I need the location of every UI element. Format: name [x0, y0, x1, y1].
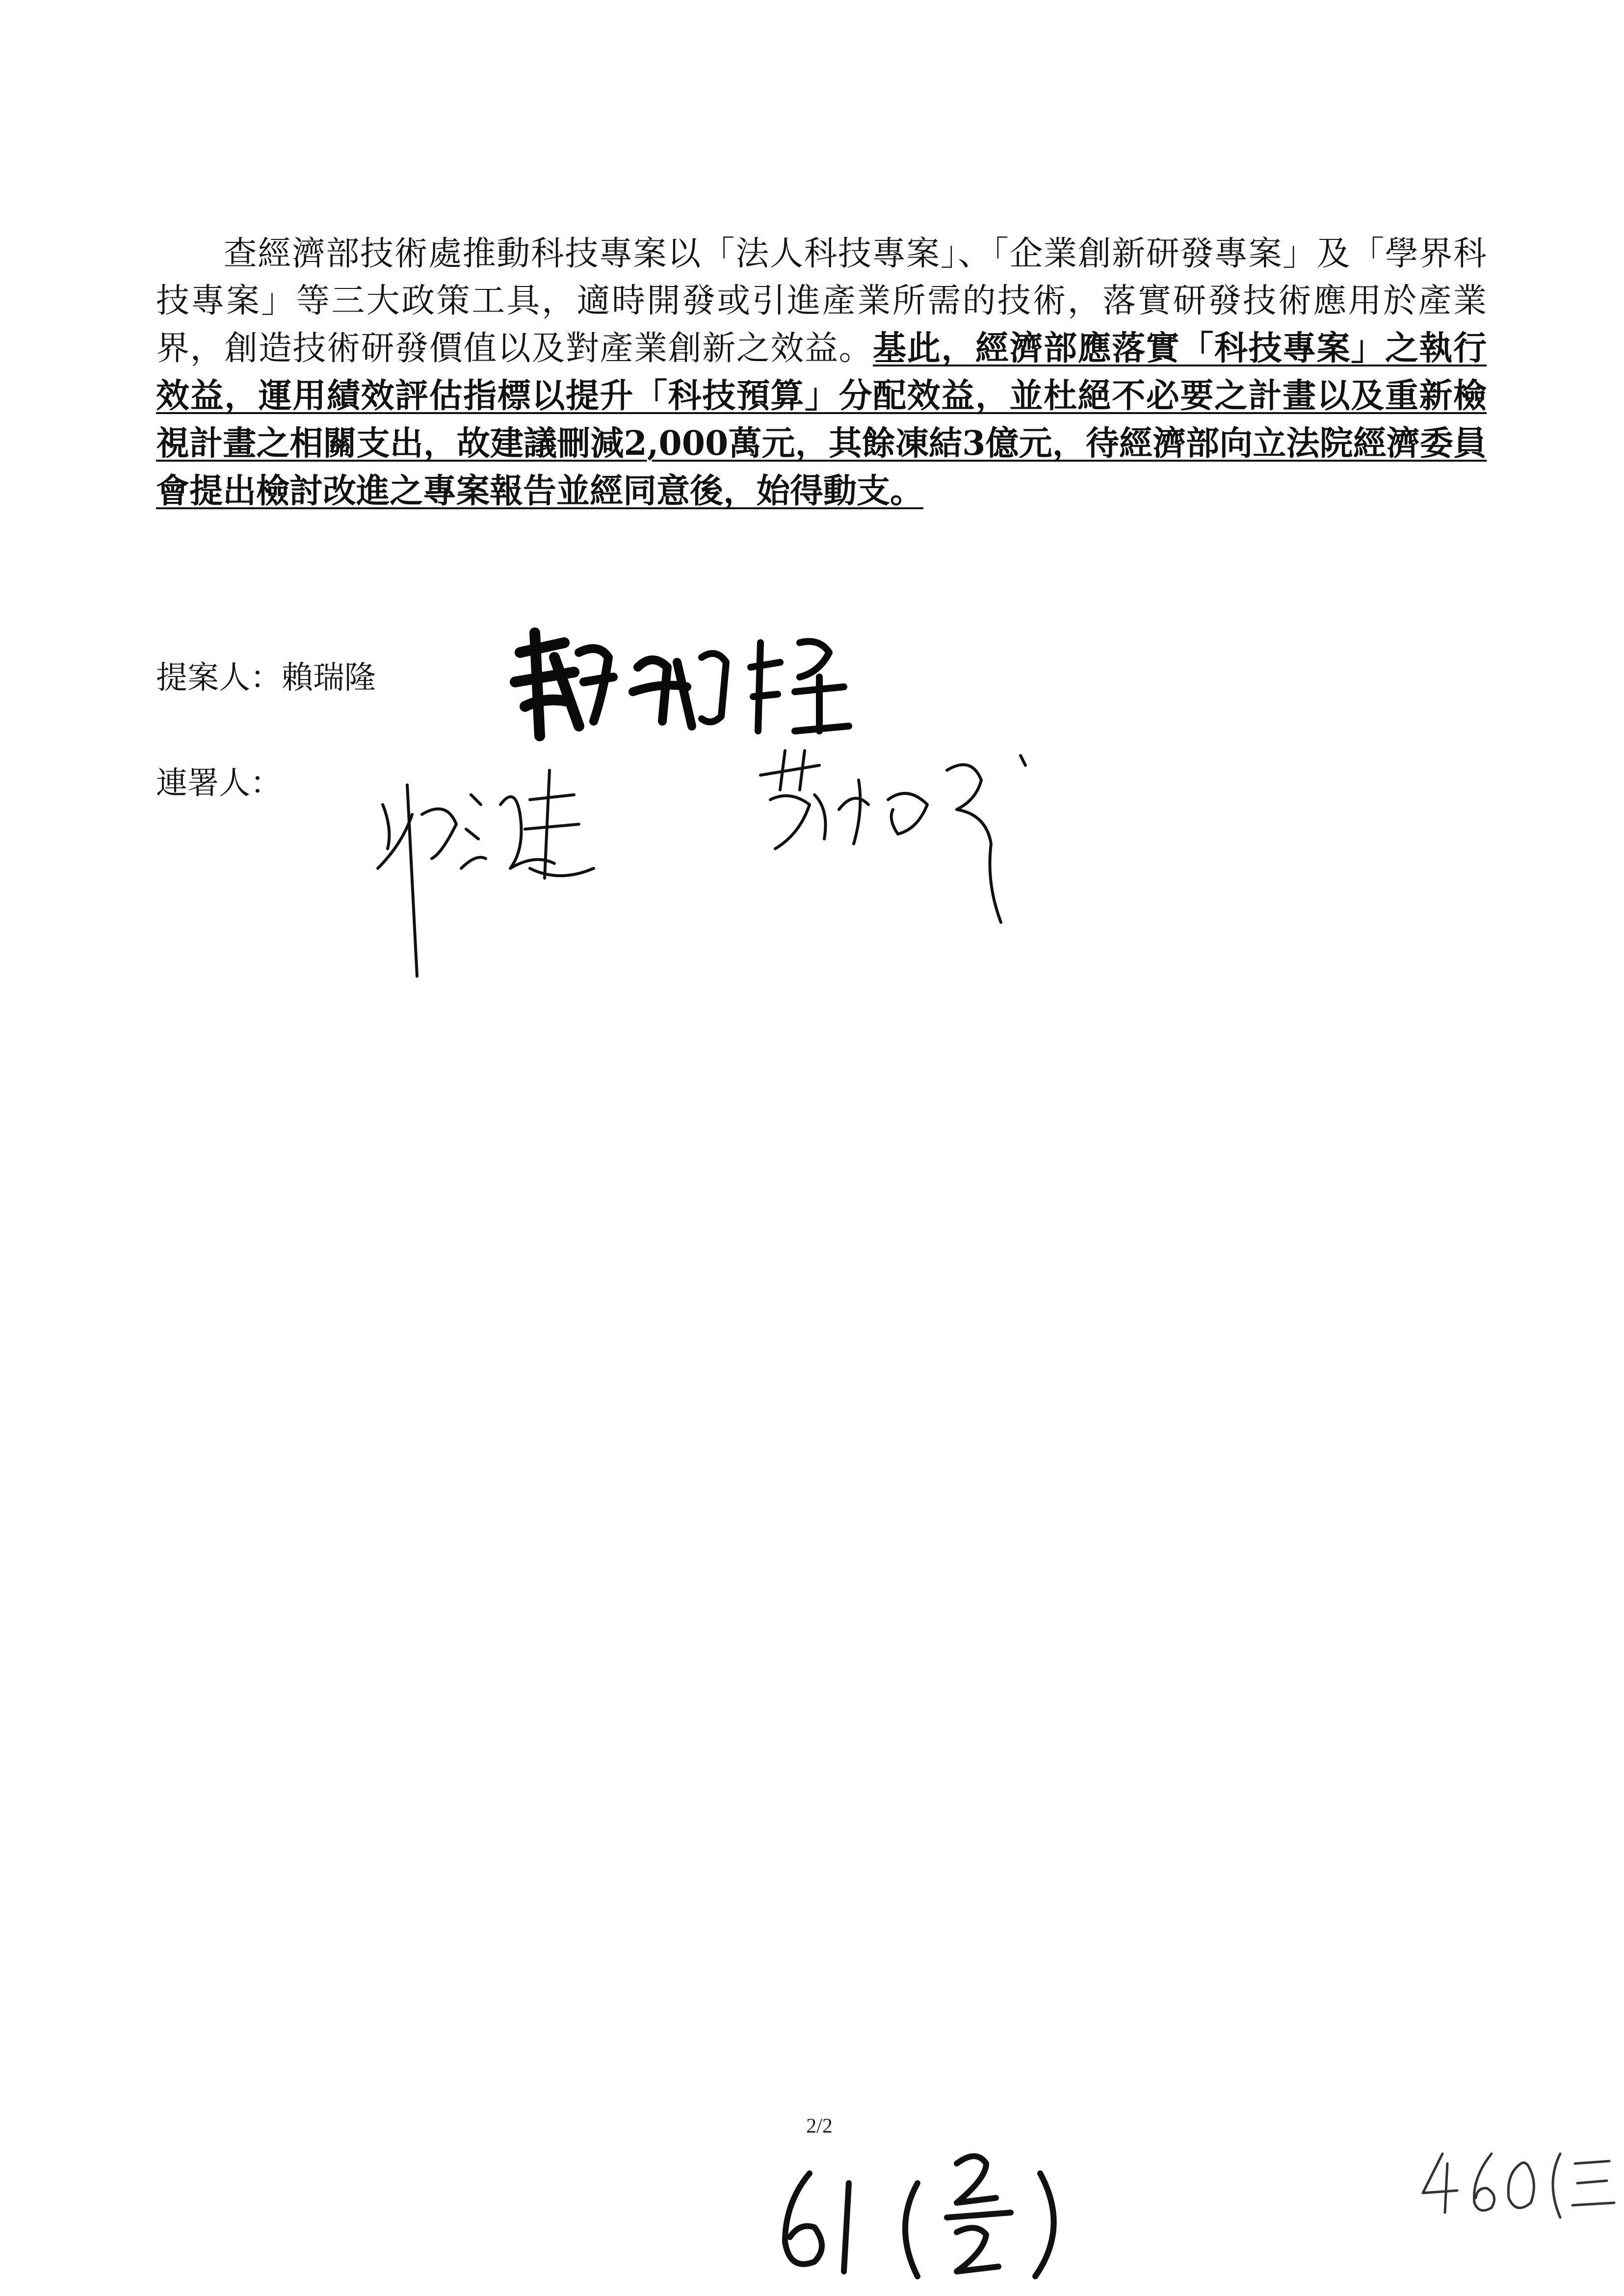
motion-paragraph	[156, 231, 1487, 515]
paragraph-emphasized-text: 基此，經濟部應落實「科技專案」之執行效益，運用績效評估指標以提升「科技預算」分配效益，並杜絕不必要之計畫以及重新檢視計畫之相關支出，故建議刪減2,000萬元，其餘凍結3億元，待經濟部向立法院經濟委員會提出檢討改進之專案報告並經同意後，始得動支。	[156, 329, 1487, 511]
handwritten-archive-mark	[1413, 2134, 1624, 2222]
proposer-signature	[505, 623, 859, 751]
cosigner-signature-1	[363, 756, 648, 981]
proposer-label: 提案人：賴瑞隆	[156, 660, 376, 696]
paragraph-normal-text: 查經濟部技術處推動科技專案以「法人科技專案」、「企業創新研發專案」及「學界科技專案」等三大政策工具，適時開發或引進產業所需的技術，落實研發技術應用於產業界，創造技術研發價值以及對產業創新之效益。	[156, 235, 1487, 368]
handwritten-page-mark	[756, 2129, 1148, 2286]
page-number: 2/2	[806, 2115, 833, 2138]
cosigner-label: 連署人：	[156, 765, 282, 802]
cosigner-signature-2	[741, 736, 1055, 932]
